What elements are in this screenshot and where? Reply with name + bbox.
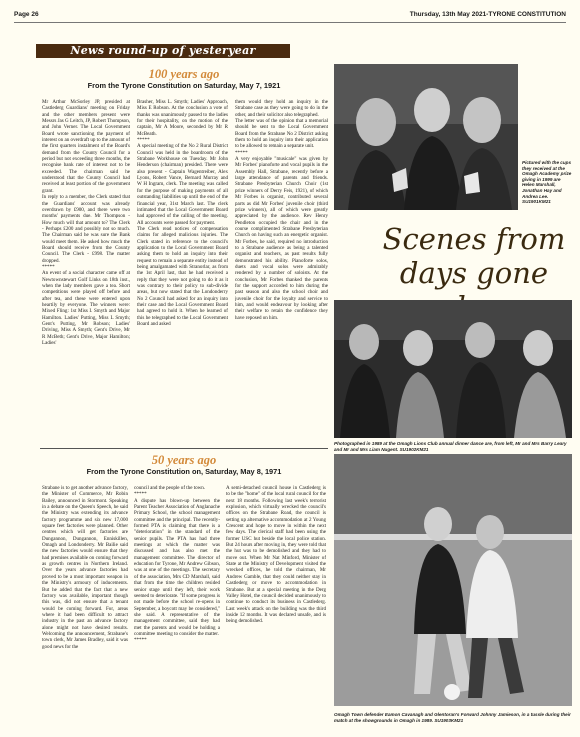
section1-ago: 100 years ago bbox=[148, 67, 220, 81]
page-number: Page 26 bbox=[14, 11, 39, 18]
photo3-caption: Omagh Town defender Eamon Cavanagh and Glentoran's Forward Johnny Jamieson, in a tussle during their match at the showgrounds in Omagh in 1989. SU1903KM21 bbox=[334, 712, 571, 723]
section1-column-2: Brasher, Miss L. Smyth; Ladies' Approach, Miss E Robson. At the conclusion a vote of thanks was unanimously passed to the ladies for their hospitality, on the motion of the captain, Mr A Moore, seconded by Mr R McBeath. ***** A special meeting of the No 2 Rural District Council was held in the boardroom of the Strabane Workhouse on Tuesday. Mr John Henderson (chairman) presided. There were also present - Captain Wagentreiber, Alex Lyons, Robert Vance, Bernard Murray and W H Ingram, clerk. The meeting was called for the purpose of making payments of all outstanding liabilities up until the end of the financial year, 31st March last. The clerk intimated that the Local Government Board had approved of the calling of the meeting. All accounts were passed for payment. The Clerk read notices of compensation claims for alleged malicious injuries. The Clerk stated in reference to the council's application to the Local Government Board asking them to hold an inquiry into their request to remain a separate entity instead of being amalgamated with Stranorlar, as from the 1st April last, that he had received a reply that they were not going to do it as it was contrary to their policy to sub-divide areas, but now stated that the Londonderry No 2 Council had asked for an inquiry into their case and the Local Government Board had agreed to hold it. When he learned of this he telegraphed to the Local Government Board and asked bbox=[137, 99, 228, 328]
photo-football-match bbox=[334, 454, 572, 706]
section1-source: From the Tyrone Constitution on Saturday, May 7, 1921 bbox=[87, 81, 281, 90]
photo1-caption: Pictured with the cups they received at the Omagh Academy prize giving in 1999 are Helen Marshall, Jonathan Hay and Andrea Lee. SU1901KM21 bbox=[522, 160, 572, 205]
section1-column-1: Mr Arthur McSorley JP, presided at Castlederg Guardians' meeting on Friday and the other members present were Messrs Jas G Leitch, JP, Robert Thompson, and John Verner. The Local Government Board wrote sanctioning the payment of interest on an overdraft up to the amount of the first quarters instalment of the Board's demand from the County Council for a period but not exceeding three months, the recognise bank rate of interest not to be exceeded. The chairman said he understood that the County Council had received at least portion of the government grant. In reply to a member, the Clerk stated that the Guardians' account was already overdrawn by £900, and there were two months' payments due. Mr Thompson - How much will that amount to? The Clerk - Perhaps £200 and possibly not so much. The Chairman said he was sure the Bank would meet them. He asked how much the Board should receive from the County Council. The Clerk - £998. The matter dropped. ***** An event of a social character came off at Newtownstewart Golf Links on 18th inst., when the lady members gave a tea. Short competitions were played off before and after tea, and these were entered upon heartily by everyone. The winners were: Mixed Fling: 1st Miss I. Smyth and Major Hamilton. Ladies' Putting, Miss L Smyth; Gent's Putting, Mr Robson; Ladies' Driving, Miss A Smyth; Gent's Drive, Mr R McBeth; Gent's Drive, Major Hamilton; Ladies' bbox=[42, 99, 130, 347]
section-divider bbox=[40, 448, 328, 449]
issue-date: Thursday, 13th May 2021-TYRONE CONSTITUTION bbox=[409, 11, 566, 18]
page-header bbox=[14, 10, 566, 23]
photo-prize-giving bbox=[334, 64, 518, 210]
photo-dinner-dance bbox=[334, 300, 572, 438]
section2-column-3: A semi-detached council house in Castlederg is to be the "home" of the local rural council for the next 18 months. Following last week's terrorist explosion, which virtually wrecked the council's offices on the Strabane Road, the council is setting up alternative accommodation at 2 Young Crescent and hope to move in within the next few days. The clerical staff had been using the former USC hut beside the local police station. But 24 hours after moving in, they were told that the hut was to be demolished and they had to move out. When Mr Nat Minford, Minister of State at the Ministry of Development visited the wrecked offices, he told the chairman, Mr Andrew Gamble, that they could neither stay in Castlederg or move to accommodation in Strabane. But at a special meeting in the Derg Valley Hotel, the council decided unanimously to continue to conduct its business in Castlederg. Last week's attack on the building was the third inside 12 months. It was declared unsafe, and is being demolished. bbox=[226, 485, 326, 625]
scenes-title: Scenes from days gone bbox=[382, 222, 566, 290]
section2-source: From the Tyrone Constitution on, Saturday, May 8, 1971 bbox=[86, 467, 282, 476]
section2-column-1: Strabane is to get another advance factory, the Minister of Commerce, Mr Robin Bailey, announced in Stormont. Speaking in a debate on the Queen's Speech, he said the Ministry was extending its advance factory programme and six new 17,000 square feet factories were planned. Other centres which will get factories are Dungannon, Dungannon, Enniskillen, Omagh and Londonderry. Mr Bailie said the new factories would ensure that they had premises available on coming forward as growth centres in Northern Ireland. Over the years advance factories had proved to be a most important weapon in the Ministry's armoury of inducements. But he added that the fact that a new factory was available, important though this was, did not ensure that a tenant would be coming forward. For, areas where it had been difficult to attract industry in the past an advance factory alone might not have desired results. Welcoming the announcement, Strabane's town clerk, Mr James Bradley, said it was good news for the bbox=[42, 485, 128, 650]
photo2-caption: Photographed in 1989 at the Omagh Lions Club annual dinner dance are, from left, Mr and Mrs Barry Leary and Mr and Mrs Liam Nugent. SU1902KM21 bbox=[334, 441, 567, 452]
section2-ago: 50 years ago bbox=[151, 453, 217, 467]
section1-column-3: them would they hold an inquiry in the Strabane case as they were going to do in the other, and their solicitor also telegraphed. The letter was of the opinion that a memorial should be sent to the Local Government Board from the Strabane No 2 District asking them to hold an inquiry into their application to be allowed to remain a separate unit. ***** A very enjoyable "musicale" was given by Mr Forbes' pianoforte and vocal pupils in the Assembly Hall, Strabane, recently before a large attendance of parents and friends. Strabane Presbyterian Church Choir (1st prize winners of Derry Feis, 1921), of which Mr Forbes is organist, contributed several parts as did Mr Forbes' juvenile choir (third prize winners), all of which were greatly appreciated by the audience. Rev Henry Pendleton occupied the chair and in the course complimented Strabane Presbyterian Church on having such an energetic organist. Mr Forbes, he said, required no introduction to a Strabane audience as being a talented organist and teachers, as past results fully demonstrated his ability. Pianoforte solos, duets and vocal solos were admirably rendered by a number of soloists. At the conclusion, Mr Forbes thanked the parents for the support accorded to him during the past season and also the school choir and juvenile choir for the loyalty and service to him, and would endeavour by looking after their welfare to retain the confidence they have reposed on him. bbox=[235, 99, 328, 321]
section-banner: News round-up of yesteryear bbox=[36, 44, 290, 58]
section2-column-2: council and the people of the town. ***** A dispute has blown-up between the Parent Teacher Association of Anglanache Primary School, the school management committee and the principal. The recently-formed PTA is claiming that there is a "deterioration" in the standard of the senior pupils. The PTA has had three meetings at which the matter was discussed and has also met the management committee. The director of education for Tyrone, Mr Andrew Gibson, was at one of the meetings. The secretary of the association, Mrs CD Marshall, said that from the time the children resided senior stage until they left, their work seemed to deteriorate. "If some progress is not made before the school re-opens in September, a boycott may be considered," she said. A representative of the management committee, said they had met the parents and would be holding a committee meeting to consider the matter. ***** bbox=[134, 485, 220, 644]
